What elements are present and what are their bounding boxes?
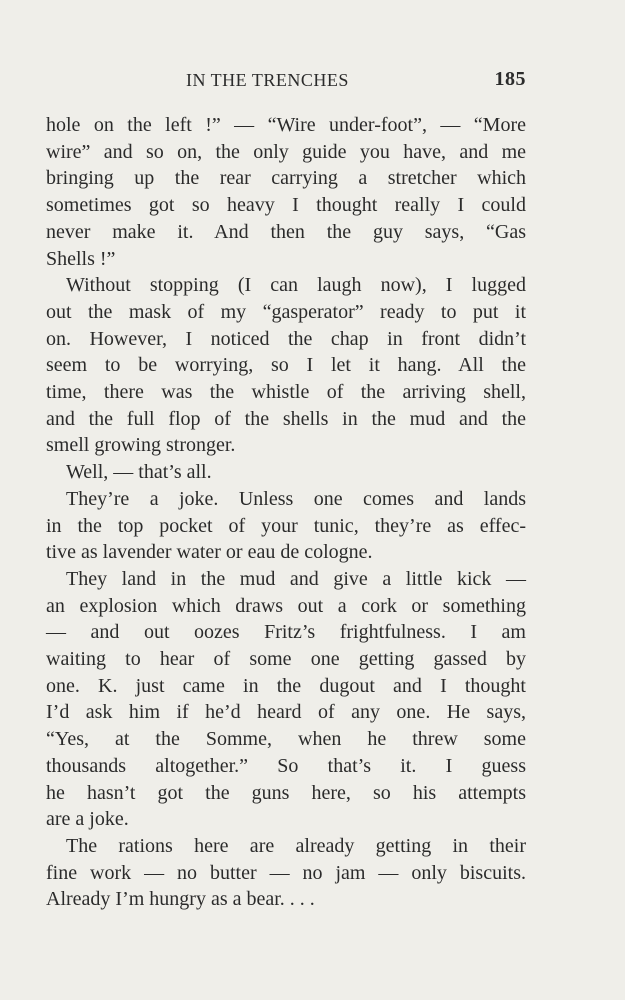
page-header: [46, 66, 526, 96]
text-line: one. K. just came in the dugout and I thought: [46, 674, 526, 697]
text-line: Already I’m hungry as a bear. . . .: [46, 888, 315, 911]
text-line: smell growing stronger.: [46, 434, 236, 457]
text-line: sometimes got so heavy I thought really I could: [46, 194, 526, 217]
text-line: hole on the left !” — “Wire under-foot”, — “More: [46, 114, 526, 136]
paragraph: [46, 112, 526, 272]
page-number: 185: [494, 68, 526, 90]
text-line: out the mask of my “gasperator” ready to put it: [46, 300, 526, 323]
text-line: and the full flop of the shells in the mud and the: [46, 407, 526, 430]
text-line: time, there was the whistle of the arriving shell,: [46, 381, 526, 404]
text-line: thousands altogether.” So that’s it. I guess: [46, 754, 526, 777]
text-line: are a joke.: [46, 808, 129, 831]
paragraph: [46, 459, 526, 486]
text-line: — and out oozes Fritz’s frightfulness. I am: [46, 621, 526, 644]
paragraph: [46, 486, 526, 566]
text-line: wire” and so on, the only guide you have, and me: [46, 140, 526, 163]
text-line: Without stopping (I can laugh now), I lugged: [66, 274, 526, 297]
text-line: seem to be worrying, so I let it hang. All the: [46, 354, 526, 377]
text-line: waiting to hear of some one getting gassed by: [46, 648, 526, 671]
paragraph: [46, 566, 526, 833]
text-line: “Yes, at the Somme, when he threw some: [46, 728, 526, 751]
paragraph: [46, 272, 526, 459]
text-line: an explosion which draws out a cork or something: [46, 594, 526, 617]
text-line: I’d ask him if he’d heard of any one. He says,: [46, 701, 526, 724]
text-line: They’re a joke. Unless one comes and lands: [66, 487, 526, 510]
body-text: [46, 112, 526, 913]
text-line: They land in the mud and give a little kick —: [66, 567, 526, 590]
text-line: bringing up the rear carrying a stretcher which: [46, 167, 526, 190]
text-line: The rations here are already getting in their: [66, 834, 526, 857]
text-line: tive as lavender water or eau de cologne.: [46, 541, 373, 564]
paragraph: [46, 833, 526, 913]
running-head: IN THE TRENCHES: [186, 70, 349, 90]
text-line: he hasn’t got the guns here, so his attempts: [46, 781, 526, 804]
text-line: Shells !”: [46, 247, 116, 270]
text-line: Well, — that’s all.: [66, 461, 212, 484]
text-line: on. However, I noticed the chap in front didn’t: [46, 327, 526, 350]
text-line: never make it. And then the guy says, “Gas: [46, 220, 526, 243]
text-line: in the top pocket of your tunic, they’re as effec-: [46, 514, 526, 537]
text-line: fine work — no butter — no jam — only biscuits.: [46, 861, 526, 884]
